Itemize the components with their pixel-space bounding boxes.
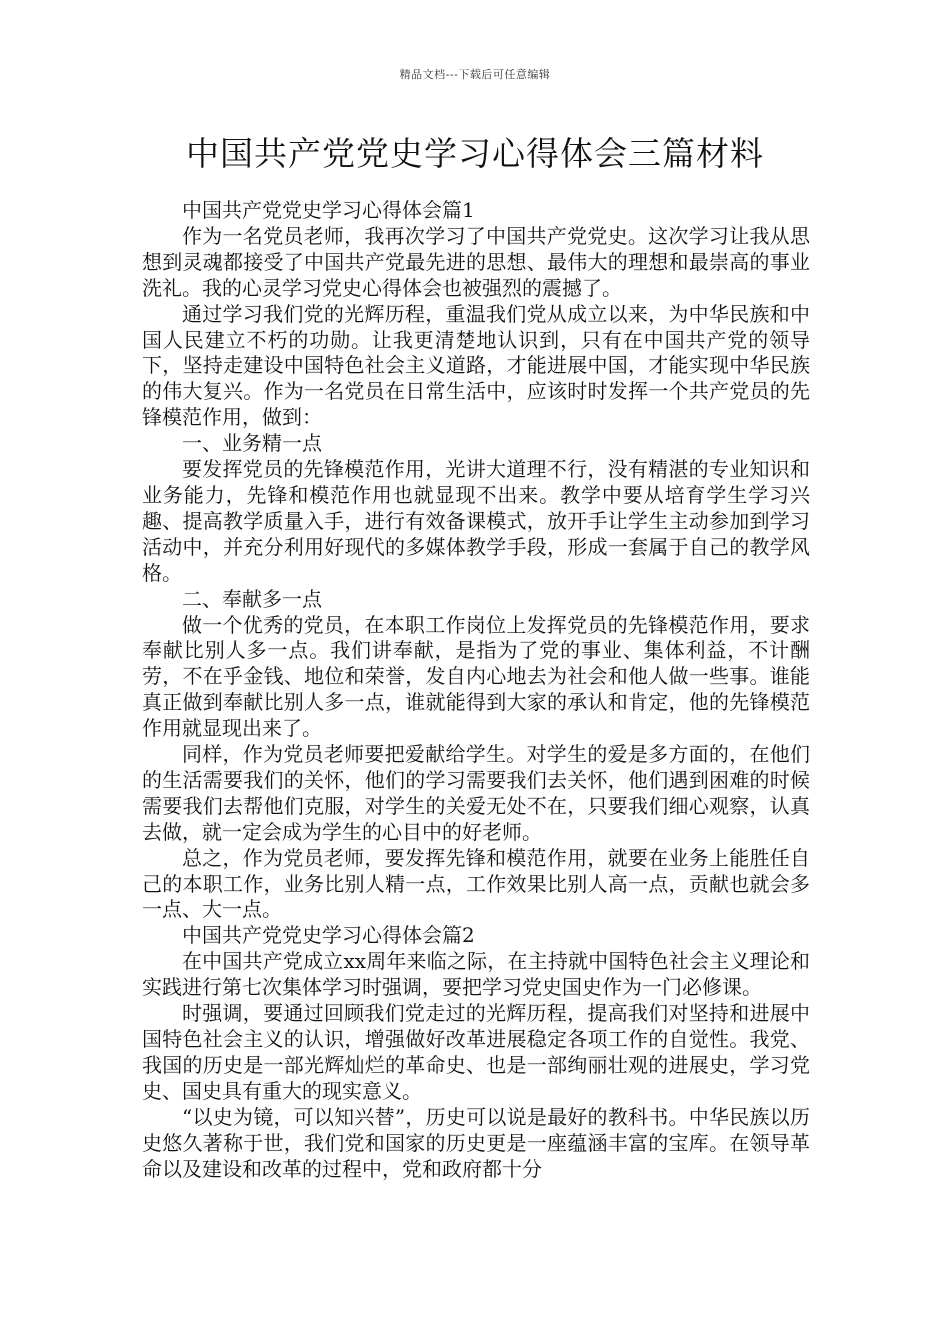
header-note: 精品文档---下载后可任意编辑 <box>399 68 551 81</box>
section-heading-2: 中国共产党党史学习心得体会篇2 <box>182 923 475 948</box>
document-body <box>142 198 810 1182</box>
paragraph: 同样，作为党员老师要把爱献给学生。对学生的爱是多方面的，在他们的生活需要我们的关怀，他们的学习需要我们去关怀，他们遇到困难的时候需要我们去帮他们克服，对学生的关爱无处不在，只要我们细心观察，认真去做，就一定会成为学生的心目中的好老师。 <box>142 742 810 844</box>
paragraph: 做一个优秀的党员，在本职工作岗位上发挥党员的先锋模范作用，要求奉献比别人多一点。我们讲奉献，是指为了党的事业、集体利益，不计酬劳，不在乎金钱、地位和荣誉，发自内心地去为社会和他人做一些事。谁能真正做到奉献比别人多一点，谁就能得到大家的承认和肯定，他的先锋模范作用就显现出来了。 <box>142 612 810 741</box>
subheading-dedication: 二、奉献多一点 <box>182 586 322 611</box>
document-title: 中国共产党党史学习心得体会三篇材料 <box>186 134 764 173</box>
paragraph: 总之，作为党员老师，要发挥先锋和模范作用，就要在业务上能胜任自己的本职工作，业务比别人精一点，工作效果比别人高一点，贡献也就会多一点、大一点。 <box>142 845 810 922</box>
paragraph: 时强调，要通过回顾我们党走过的光辉历程，提高我们对坚持和进展中国特色社会主义的认识，增强做好改革进展稳定各项工作的自觉性。我党、我国的历史是一部光辉灿烂的革命史、也是一部绚丽壮观的进展史，学习党史、国史具有重大的现实意义。 <box>142 1001 810 1103</box>
paragraph: 作为一名党员老师，我再次学习了中国共产党党史。这次学习让我从思想到灵魂都接受了中国共产党最先进的思想、最伟大的理想和最崇高的事业洗礼。我的心灵学习党史心得体会也被强烈的震撼了。 <box>142 223 810 300</box>
subheading-business: 一、业务精一点 <box>182 431 322 456</box>
paragraph: 通过学习我们党的光辉历程，重温我们党从成立以来，为中华民族和中国人民建立不朽的功勋。让我更清楚地认识到，只有在中国共产党的领导下，坚持走建设中国特色社会主义道路，才能进展中国，才能实现中华民族的伟大复兴。作为一名党员在日常生活中，应该时时发挥一个共产党员的先锋模范作用，做到： <box>142 301 810 430</box>
paragraph: 在中国共产党成立xx周年来临之际，在主持就中国特色社会主义理论和实践进行第七次集体学习时强调，要把学习党史国史作为一门必修课。 <box>142 949 810 1000</box>
paragraph: “以史为镜，可以知兴替”，历史可以说是最好的教科书。中华民族以历史悠久著称于世，我们党和国家的历史更是一座蕴涵丰富的宝库。在领导革命以及建设和改革的过程中，党和政府都十分 <box>142 1104 810 1181</box>
paragraph: 要发挥党员的先锋模范作用，光讲大道理不行，没有精湛的专业知识和业务能力，先锋和模范作用也就显现不出来。教学中要从培育学生学习兴趣、提高教学质量入手，进行有效备课模式，放开手让学生主动参加到学习活动中，并充分利用好现代的多媒体教学手段，形成一套属于自己的教学风格。 <box>142 457 810 585</box>
section-heading-1: 中国共产党党史学习心得体会篇1 <box>182 198 475 222</box>
